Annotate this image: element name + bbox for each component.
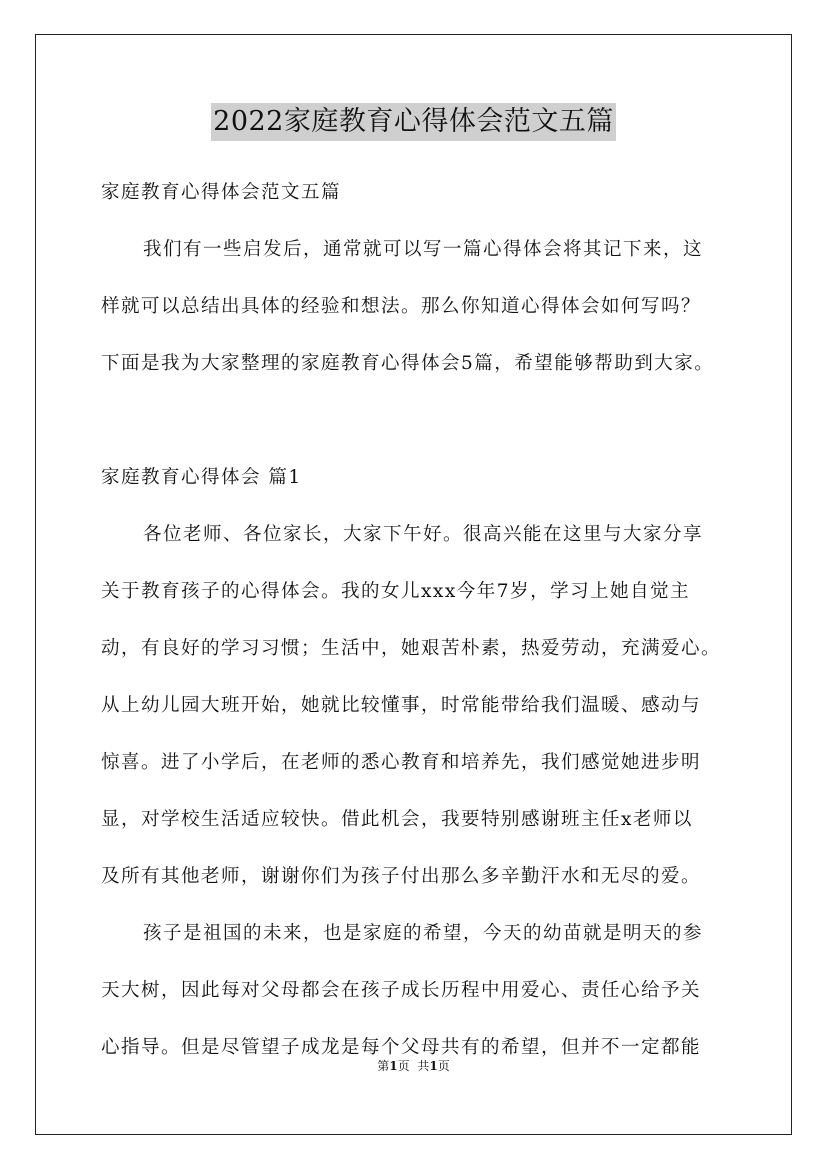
paragraph-2 <box>101 919 741 1063</box>
spacer <box>101 379 741 463</box>
section-heading: 家庭教育心得体会 篇1 <box>101 467 302 488</box>
spacer <box>101 208 741 235</box>
paragraph-line: 心指导。但是尽管望子成龙是每个父母共有的希望，但并不一定都能 <box>101 1037 702 1058</box>
document-body <box>101 178 741 1063</box>
paragraph-line: 及所有其他老师，谢谢你们为孩子付出那么多辛勤汗水和无尽的爱。 <box>101 866 702 887</box>
spacer <box>101 607 741 634</box>
page-label: 页 <box>397 1059 410 1073</box>
title-container <box>0 103 827 141</box>
paragraph-line: 我们有一些启发后，通常就可以写一篇心得体会将其记下来，这 <box>143 239 704 260</box>
paragraph-line: 关于教育孩子的心得体会。我的女儿xxx今年7岁，学习上她自觉主 <box>101 581 691 602</box>
spacer <box>101 892 741 919</box>
document-title: 2022家庭教育心得体会范文五篇 <box>211 103 616 141</box>
spacer <box>101 493 741 520</box>
paragraph-line: 天大树，因此每对父母都会在孩子成长历程中用爱心、责任心给予关 <box>101 980 702 1001</box>
paragraph-1 <box>101 520 741 892</box>
spacer <box>101 778 741 805</box>
paragraph-line: 孩子是祖国的未来，也是家庭的希望，今天的幼苗就是明天的参 <box>143 923 704 944</box>
spacer <box>101 265 741 292</box>
paragraph-line: 样就可以总结出具体的经验和想法。那么你知道心得体会如何写吗？ <box>101 296 702 317</box>
page-current: 1 <box>389 1059 398 1073</box>
page-footer <box>0 1057 827 1074</box>
intro-paragraph <box>101 235 741 379</box>
page-total: 1 <box>429 1059 438 1073</box>
spacer <box>101 550 741 577</box>
page-prefix: 第 <box>377 1059 390 1073</box>
spacer <box>101 721 741 748</box>
paragraph-line: 显，对学校生活适应较快。借此机会，我要特别感谢班主任x老师以 <box>101 809 693 830</box>
paragraph-line: 从上幼儿园大班开始，她就比较懂事，时常能带给我们温暖、感动与 <box>101 695 702 716</box>
spacer <box>101 664 741 691</box>
paragraph-line: 惊喜。进了小学后，在老师的悉心教育和培养先，我们感觉她进步明 <box>101 752 702 773</box>
document-subtitle: 家庭教育心得体会范文五篇 <box>101 182 342 203</box>
paragraph-line: 下面是我为大家整理的家庭教育心得体会5篇，希望能够帮助到大家。 <box>101 353 715 374</box>
spacer <box>101 949 741 976</box>
spacer <box>101 835 741 862</box>
spacer <box>101 1006 741 1033</box>
paragraph-line: 动，有良好的学习习惯；生活中，她艰苦朴素，热爱劳动，充满爱心。 <box>101 638 722 659</box>
total-prefix: 共 <box>417 1059 430 1073</box>
total-label: 页 <box>437 1059 450 1073</box>
paragraph-line: 各位老师、各位家长，大家下午好。很高兴能在这里与大家分享 <box>143 524 704 545</box>
spacer <box>101 322 741 349</box>
